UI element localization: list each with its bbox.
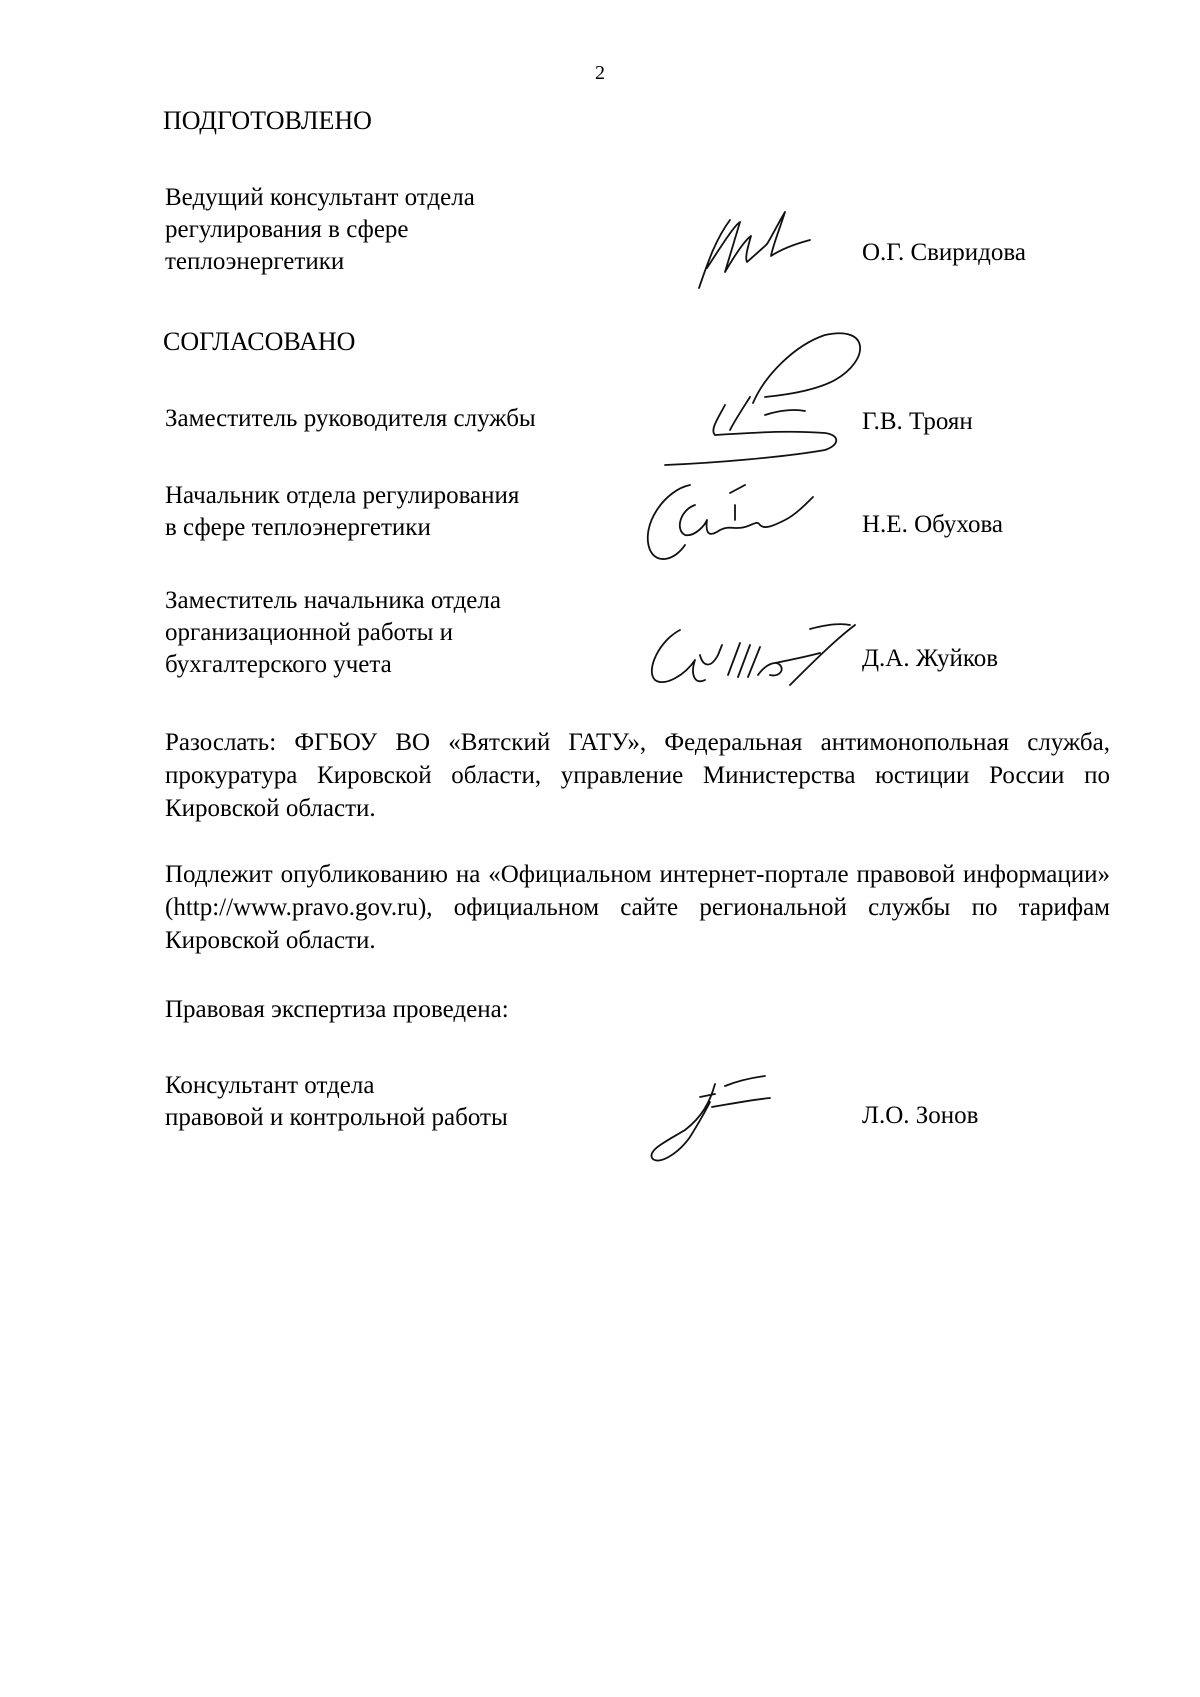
prepared-name: О.Г. Свиридова bbox=[862, 239, 1026, 266]
signature-sviridova bbox=[685, 200, 825, 300]
agreed-signer-1-name: Г.В. Троян bbox=[862, 408, 973, 435]
signature-zhuykov bbox=[640, 615, 870, 695]
prepared-position-line: Ведущий консультант отдела bbox=[165, 184, 475, 211]
publication-paragraph: Подлежит опубликованию на «Официальном интернет-портале правовой информации» (http://www.pravo.gov.ru), официальном сайте региональной службы по тарифам Кировской области. bbox=[165, 861, 1110, 954]
agreed-position-line: Заместитель начальника отдела bbox=[165, 587, 501, 614]
legal-review-position-line: Консультант отдела bbox=[165, 1072, 375, 1099]
agreed-signer-3-position bbox=[165, 585, 501, 681]
prepared-position-line: теплоэнергетики bbox=[165, 248, 345, 275]
agreed-position-line: в сфере теплоэнергетики bbox=[165, 514, 431, 541]
agreed-position-line: Начальник отдела регулирования bbox=[165, 482, 520, 509]
prepared-heading: ПОДГОТОВЛЕНО bbox=[163, 106, 372, 135]
legal-review-position bbox=[165, 1070, 508, 1134]
agreed-position-line: организационной работы и bbox=[165, 619, 454, 646]
prepared-position bbox=[165, 182, 475, 278]
agreed-signer-3-name: Д.А. Жуйков bbox=[862, 645, 999, 672]
legal-review-heading: Правовая экспертиза проведена: bbox=[165, 996, 509, 1023]
agreed-heading: СОГЛАСОВАНО bbox=[163, 327, 356, 356]
agreed-signer-2-position bbox=[165, 480, 519, 544]
legal-review-name: Л.О. Зонов bbox=[862, 1102, 979, 1129]
agreed-position-line: Заместитель руководителя службы bbox=[165, 405, 536, 432]
agreed-signer-1-position bbox=[165, 403, 536, 435]
page-number: 2 bbox=[595, 62, 605, 84]
signature-obukhova bbox=[635, 475, 835, 570]
legal-review-position-line: правовой и контрольной работы bbox=[165, 1104, 508, 1131]
signature-troyan bbox=[655, 325, 875, 470]
agreed-signer-2-name: Н.Е. Обухова bbox=[862, 511, 1004, 538]
agreed-position-line: бухгалтерского учета bbox=[165, 651, 392, 678]
prepared-position-line: регулирования в сфере bbox=[165, 216, 409, 243]
signature-zonov bbox=[640, 1072, 790, 1167]
distribution-paragraph: Разослать: ФГБОУ ВО «Вятский ГАТУ», Федеральная антимонопольная служба, прокуратура Кировской области, управление Министерства юстиции России по Кировской области. bbox=[165, 729, 1110, 822]
